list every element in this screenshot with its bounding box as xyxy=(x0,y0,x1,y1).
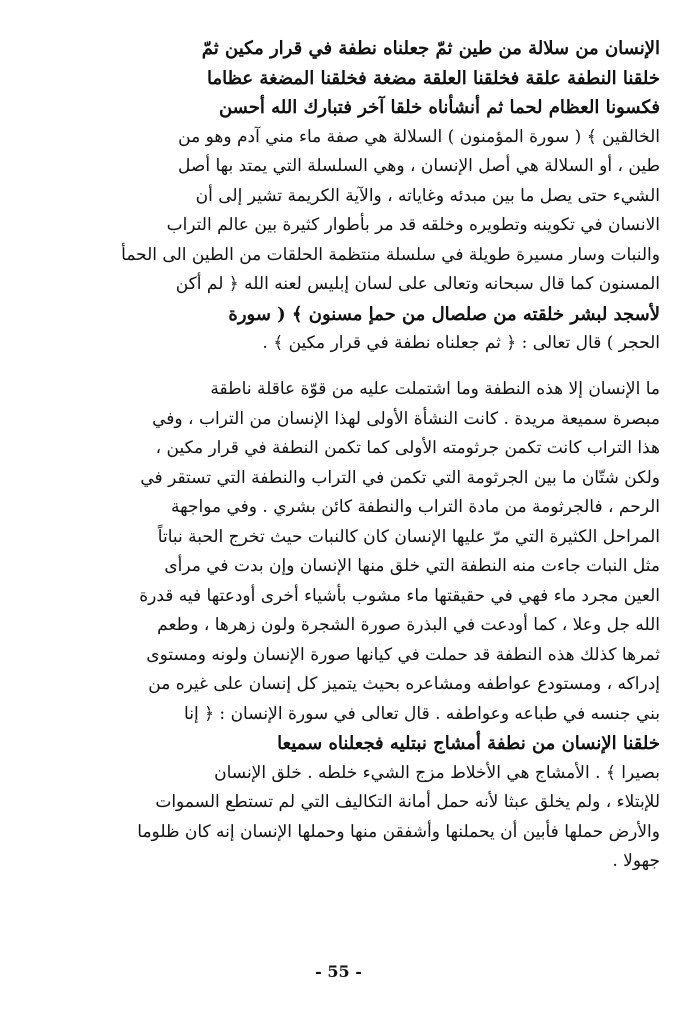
paragraph-explanation xyxy=(70,375,660,877)
text-line: طين ، أو السلالة هي أصل الإنسان ، وهي السلسلة التي يمتد بها أصل xyxy=(178,156,660,176)
text-line: بني جنسه في طباعه وعواطفه . قال تعالى في سورة الإنسان : ﴿ إنا xyxy=(184,703,660,724)
text-line: ثمرها كذلك هذه النطفة قد حملت في كيانها صورة الإنسان ولونه ومستوى xyxy=(146,644,660,665)
text-line: ولكن شتّان ما بين الجرثومة التي تكمن في التراب والنطفة التي تستقر في xyxy=(140,467,660,488)
text-line: الحجر ) قال تعالى : ﴿ ثم جعلناه نطفة في قرار مكين ﴾ . xyxy=(262,333,660,353)
text-line: المسنون كما قال سبحانه وتعالى على لسان إبليس لعنه الله ﴿ لم أكن xyxy=(175,274,660,294)
text-line: الإنسان من سلالة من طين ثمّ جعلناه نطفة في قرار مكين ثمّ xyxy=(201,38,660,59)
paragraph-quran-verse xyxy=(70,34,660,359)
text-line: لأسجد لبشر خلقته من صلصال من حمإ مسنون ﴾ ( سورة xyxy=(228,303,660,325)
text-line: والنبات وسار مسيرة طويلة في سلسلة منتظمة الحلقات من الطين الى الحمأ xyxy=(121,244,660,265)
text-line: مثل النبات جاءت منه النطفة التي خلق منها الإنسان وإن بدت في مرأى xyxy=(164,556,660,576)
text-line: خلقنا الإنسان من نطفة أمشاج نبتليه فجعلناه سميعا xyxy=(277,733,660,754)
text-line: الخالقين ﴾ ( سورة المؤمنون ) السلالة هي صفة ماء مني آدم وهو من xyxy=(178,126,660,147)
text-line: الانسان في تكوينه وتطويره وخلقه قد مر بأطوار كثيرة بين عالم التراب xyxy=(166,215,660,235)
text-line: الله جل وعلا ، كما أودعت في البذرة صورة الشجرة ولون زهرها ، وطعم xyxy=(157,615,660,635)
text-line: مبصرة سميعة مريدة . كانت النشأة الأولى لهذا الإنسان من التراب ، وفي xyxy=(152,408,660,429)
text-line: خلقنا النطفة علقة فخلقنا العلقة مضغة فخلقنا المضغة عظاما xyxy=(207,67,660,89)
text-line: والأرض حملها فأبين أن يحملنها وأشفقن منها وحملها الإنسان إنه كان ظلوما xyxy=(137,821,660,842)
text-line: للإبتلاء ، ولم يخلق عبثا لأنه حمل أمانة التكاليف التي لم تستطع السموات xyxy=(155,792,660,812)
text-line: الرحم ، فالجرثومة من مادة التراب والنطفة كائن بشري . وفي مواجهة xyxy=(171,497,660,517)
text-line: إدراكه ، ومستودع عواطفه ومشاعره بحيث يتميز كل إنسان على غيره من xyxy=(148,674,660,694)
text-line: هذا التراب كانت تكمن جرثومته الأولى كما تكمن النطفة في قرار مكين ، xyxy=(155,438,660,458)
text-line: فكسونا العظام لحما ثم أنشأناه خلقا آخر فتبارك الله أحسن xyxy=(218,97,660,118)
text-line: بصيرا ﴾ . الأمشاج هي الأخلاط مزج الشيء خلطه . خلق الإنسان xyxy=(214,762,660,783)
text-line: ما الإنسان إلا هذه النطفة وما اشتملت عليه من قوّة عاقلة ناطقة xyxy=(210,379,660,399)
page-number: - 55 - xyxy=(315,962,362,981)
text-line: المراحل الكثيرة التي مرّ عليها الإنسان كان كالنبات حيث تخرج الحبة نباتاً xyxy=(157,526,660,547)
text-line: العين مجرد ماء فهي في حقيقتها ماء مشوب بأشياء أخرى أودعتها فيه قدرة xyxy=(139,585,660,606)
text-line: الشيء حتى يصل ما بين مبدئه وغاياته ، والآية الكريمة تشير إلى أن xyxy=(195,185,660,206)
text-line: جهولا . xyxy=(612,851,660,871)
